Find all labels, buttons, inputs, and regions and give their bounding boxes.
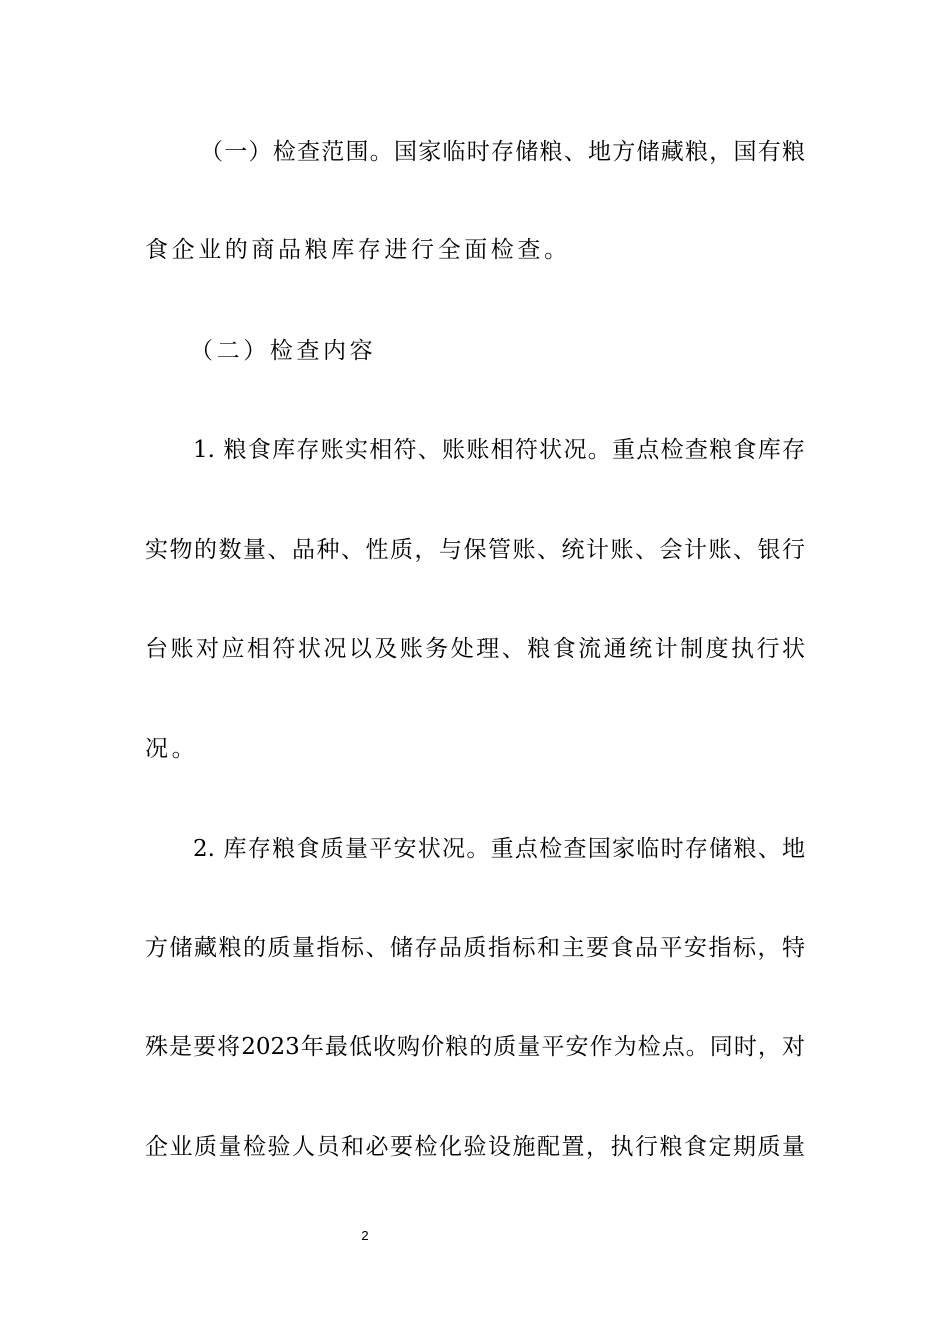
paragraph-line: 方储藏粮的质量指标、储存品质指标和主要食品平安指标，特 bbox=[145, 935, 805, 961]
paragraph-line: 企业质量检验人员和必要检化验设施配置，执行粮食定期质量 bbox=[145, 1134, 805, 1160]
page-number: 2 bbox=[361, 1228, 369, 1243]
paragraph-line: 况。 bbox=[145, 736, 199, 762]
paragraph-line: （一）检查范围。国家临时存储粮、地方储藏粮，国有粮 bbox=[200, 139, 805, 165]
paragraph-line: 食企业的商品粮库存进行全面检查。 bbox=[145, 237, 571, 263]
paragraph-line: 实物的数量、品种、性质，与保管账、统计账、会计账、银行 bbox=[145, 537, 805, 563]
section-heading: （二）检查内容 bbox=[190, 338, 377, 364]
paragraph-line: 1. 粮食库存账实相符、账账相符状况。重点检查粮食库存 bbox=[193, 437, 805, 463]
paragraph-line: 台账对应相符状况以及账务处理、粮食流通统计制度执行状 bbox=[145, 636, 805, 662]
paragraph-line: 殊是要将2023年最低收购价粮的质量平安作为检点。同时，对 bbox=[145, 1034, 805, 1060]
paragraph-line: 2. 库存粮食质量平安状况。重点检查国家临时存储粮、地 bbox=[193, 836, 805, 862]
